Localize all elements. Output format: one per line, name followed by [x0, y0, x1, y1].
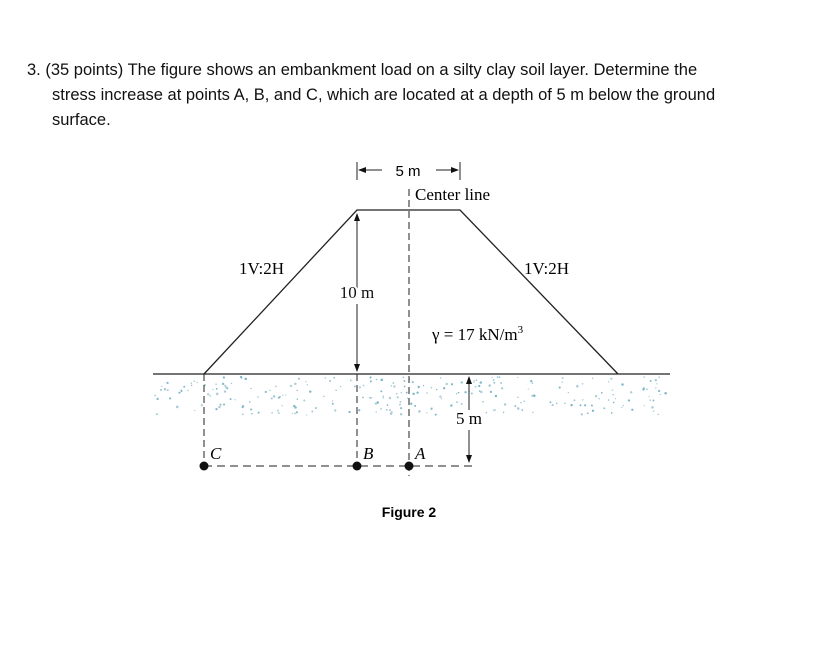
soil-speckle [296, 390, 298, 392]
soil-speckle [329, 380, 331, 382]
soil-speckle [350, 379, 352, 381]
soil-speckle [493, 409, 495, 411]
soil-speckle [323, 396, 324, 397]
soil-speckle [354, 386, 356, 388]
soil-speckle [581, 413, 583, 415]
soil-speckle [621, 407, 622, 408]
point-c-label: C [210, 444, 222, 463]
point-a [405, 462, 414, 471]
soil-speckle [400, 407, 402, 409]
soil-speckle [568, 392, 569, 393]
soil-speckle [598, 398, 600, 400]
soil-speckle [601, 392, 603, 394]
soil-speckle [224, 390, 226, 392]
soil-speckle [332, 403, 334, 405]
soil-speckle [456, 393, 457, 394]
point-b-label: B [363, 444, 374, 463]
soil-speckle [520, 402, 521, 403]
soil-speckle [556, 403, 557, 404]
soil-speckle [610, 378, 612, 380]
soil-speckle [278, 412, 280, 414]
soil-speckle [311, 410, 313, 412]
soil-speckle [393, 385, 395, 387]
soil-speckle [503, 412, 504, 413]
soil-speckle [278, 397, 280, 399]
soil-speckle [595, 395, 597, 397]
soil-speckle [240, 376, 242, 378]
soil-speckle [397, 396, 399, 398]
soil-speckle [559, 387, 561, 389]
soil-speckle [249, 401, 251, 403]
soil-speckle [480, 381, 482, 383]
soil-speckle [265, 391, 267, 393]
soil-speckle [406, 392, 408, 394]
soil-speckle [375, 402, 377, 404]
soil-speckle [386, 409, 388, 411]
soil-speckle [528, 389, 529, 390]
soil-speckle [275, 386, 277, 388]
soil-speckle [176, 406, 179, 409]
soil-speckle [191, 382, 192, 383]
soil-speckle [628, 399, 630, 401]
soil-speckle [631, 409, 633, 411]
soil-speckle [439, 395, 441, 397]
soil-speckle [187, 390, 189, 392]
soil-speckle [219, 403, 221, 405]
soil-speckle [582, 399, 583, 400]
soil-speckle [215, 383, 217, 385]
soil-speckle [257, 396, 259, 398]
soil-speckle [303, 400, 305, 402]
soil-speckle [659, 377, 660, 378]
soil-speckle [532, 382, 533, 383]
soil-speckle [404, 380, 406, 382]
soil-speckle [514, 405, 516, 407]
soil-speckle [523, 401, 525, 403]
soil-speckle [644, 405, 645, 406]
soil-speckle [404, 386, 406, 388]
soil-speckle [358, 409, 360, 411]
soil-speckle [359, 386, 361, 388]
soil-speckle [497, 376, 499, 378]
question-line-3: surface. [52, 111, 111, 129]
soil-speckle [475, 379, 477, 381]
soil-speckle [363, 385, 365, 387]
soil-speckle [332, 400, 333, 401]
soil-speckle [458, 392, 460, 394]
point-c [200, 462, 209, 471]
slope-right-label: 1V:2H [524, 259, 570, 278]
soil-speckle [375, 411, 376, 412]
soil-speckle [573, 399, 575, 401]
soil-speckle [475, 386, 477, 388]
soil-speckle [418, 410, 421, 413]
soil-speckle [309, 390, 311, 392]
soil-speckle [591, 405, 593, 407]
soil-speckle [621, 383, 624, 386]
soil-speckle [258, 412, 260, 414]
soil-speckle [183, 386, 185, 388]
question-line-1: 3. (35 points) The figure shows an embankment load on a silty clay soil layer. Determine the [27, 61, 698, 79]
soil-speckle [194, 410, 195, 411]
soil-speckle [414, 405, 416, 407]
soil-speckle [495, 395, 497, 397]
soil-speckle [325, 377, 326, 378]
soil-speckle [223, 403, 225, 405]
soil-speckle [501, 387, 503, 389]
soil-speckle [403, 377, 404, 378]
soil-speckle [169, 397, 171, 399]
soil-speckle [282, 395, 283, 396]
soil-speckle [416, 392, 418, 394]
soil-speckle [370, 376, 372, 378]
soil-speckle [307, 384, 308, 385]
soil-speckle [392, 382, 394, 384]
soil-speckle [315, 407, 317, 409]
soil-speckle [461, 381, 463, 383]
soil-speckle [340, 386, 342, 388]
soil-speckle [242, 414, 244, 416]
soil-speckle [630, 391, 632, 393]
soil-speckle [426, 412, 427, 413]
soil-speckle [612, 394, 614, 396]
soil-speckle [608, 381, 609, 382]
soil-speckle [222, 383, 224, 385]
soil-speckle [436, 389, 437, 390]
figure-caption: Figure 2 [381, 504, 437, 520]
soil-speckle [441, 398, 442, 399]
soil-speckle [277, 410, 279, 412]
soil-speckle [196, 382, 197, 383]
soil-speckle [494, 409, 496, 411]
soil-speckle [655, 379, 657, 381]
soil-speckle [651, 406, 654, 409]
soil-speckle [369, 397, 371, 399]
soil-speckle [218, 406, 220, 408]
point-a-label: A [415, 444, 426, 463]
soil-speckle [387, 404, 389, 406]
soil-speckle [592, 410, 594, 412]
soil-speckle [649, 399, 651, 401]
soil-speckle [615, 398, 616, 399]
top-width-label: 5 m [395, 163, 421, 180]
soil-speckle [399, 404, 401, 406]
soil-speckle [297, 399, 298, 400]
soil-speckle [517, 397, 518, 398]
soil-speckle [642, 388, 644, 390]
point-b [353, 462, 362, 471]
soil-speckle [552, 404, 554, 406]
soil-speckle [664, 392, 667, 395]
soil-speckle [294, 413, 296, 415]
soil-speckle [643, 376, 645, 378]
soil-speckle [443, 387, 445, 389]
soil-speckle [478, 385, 480, 387]
soil-speckle [290, 385, 292, 387]
soil-speckle [532, 412, 533, 413]
soil-speckle [380, 390, 382, 392]
soil-speckle [250, 388, 251, 389]
soil-speckle [531, 395, 533, 397]
soil-layer [154, 376, 667, 416]
soil-speckle [431, 387, 433, 389]
soil-speckle [451, 383, 453, 385]
embankment-outline [204, 210, 618, 374]
soil-speckle [561, 381, 562, 382]
soil-speckle [658, 390, 660, 392]
soil-speckle [156, 413, 158, 415]
soil-speckle [517, 377, 518, 378]
soil-speckle [161, 386, 162, 387]
soil-speckle [649, 396, 650, 397]
soil-speckle [570, 404, 572, 406]
soil-speckle [167, 389, 169, 391]
soil-speckle [608, 399, 609, 400]
soil-speckle [423, 385, 424, 386]
soil-speckle [646, 388, 648, 390]
soil-speckle [383, 397, 384, 398]
soil-speckle [281, 405, 282, 406]
soil-speckle [584, 404, 586, 406]
slope-left-label: 1V:2H [239, 259, 285, 278]
soil-speckle [613, 402, 615, 404]
soil-speckle [178, 392, 180, 394]
soil-speckle [380, 408, 382, 410]
soil-speckle [269, 390, 270, 391]
soil-speckle [156, 398, 158, 400]
soil-speckle [488, 384, 491, 387]
soil-speckle [653, 400, 655, 402]
soil-speckle [549, 401, 551, 403]
soil-speckle [298, 378, 300, 380]
soil-speckle [391, 385, 393, 387]
soil-speckle [370, 380, 372, 382]
soil-speckle [500, 382, 502, 384]
soil-speckle [383, 396, 384, 397]
soil-speckle [294, 383, 296, 385]
soil-speckle [207, 393, 209, 395]
soil-speckle [335, 390, 336, 391]
soil-speckle [410, 403, 412, 405]
soil-speckle [650, 380, 652, 382]
soil-speckle [464, 391, 466, 393]
soil-speckle [473, 382, 474, 383]
soil-speckle [231, 383, 233, 385]
soil-speckle [456, 401, 458, 403]
soil-speckle [657, 414, 659, 416]
soil-speckle [446, 383, 448, 385]
soil-speckle [517, 407, 520, 410]
soil-speckle [400, 401, 402, 403]
soil-speckle [530, 380, 532, 382]
soil-speckle [234, 399, 235, 400]
soil-speckle [576, 385, 579, 388]
soil-speckle [201, 404, 203, 406]
soil-speckle [612, 389, 614, 391]
soil-speckle [212, 389, 213, 390]
unit-weight-label: γ = 17 $kN/m^3$ [432, 324, 524, 344]
soil-speckle [396, 393, 398, 395]
soil-speckle [209, 395, 211, 397]
soil-speckle [656, 383, 657, 384]
soil-speckle [225, 386, 227, 388]
center-line-label: Center line [415, 185, 491, 204]
soil-speckle [348, 411, 350, 413]
soil-speckle [271, 397, 273, 399]
soil-speckle [273, 395, 276, 398]
soil-speckle [482, 401, 483, 402]
height-label: 10 m [339, 283, 375, 302]
soil-speckle [491, 377, 492, 378]
soil-speckle [412, 381, 414, 383]
soil-speckle [166, 382, 168, 384]
soil-speckle [587, 412, 589, 414]
soil-speckle [376, 379, 377, 380]
soil-speckle [334, 409, 336, 411]
soil-speckle [493, 379, 495, 381]
soil-speckle [435, 414, 437, 416]
depth-label: 5 m [456, 409, 482, 428]
soil-speckle [579, 404, 581, 406]
soil-speckle [216, 393, 219, 396]
soil-speckle [611, 412, 613, 414]
soil-speckle [285, 394, 286, 395]
soil-speckle [440, 377, 442, 379]
soil-speckle [407, 398, 408, 399]
soil-speckle [499, 376, 500, 377]
soil-speckle [389, 397, 391, 399]
soil-speckle [521, 409, 523, 411]
soil-speckle [305, 381, 306, 382]
soil-speckle [592, 378, 593, 379]
soil-speckle [389, 409, 391, 411]
soil-speckle [244, 378, 247, 381]
soil-speckle [660, 394, 661, 395]
soil-speckle [504, 403, 506, 405]
soil-speckle [242, 405, 244, 407]
soil-speckle [215, 408, 217, 410]
soil-speckle [250, 409, 252, 411]
soil-speckle [296, 411, 298, 413]
soil-speckle [401, 392, 402, 393]
soil-speckle [271, 412, 273, 414]
soil-speckle [251, 413, 253, 415]
soil-speckle [412, 393, 414, 395]
soil-speckle [603, 407, 605, 409]
soil-speckle [480, 391, 482, 393]
soil-speckle [294, 406, 296, 408]
soil-speckle [490, 391, 492, 393]
soil-speckle [180, 390, 182, 392]
soil-speckle [391, 411, 393, 413]
soil-speckle [306, 414, 307, 415]
soil-speckle [418, 386, 420, 388]
soil-speckle [216, 388, 218, 390]
soil-speckle [160, 389, 162, 391]
soil-speckle [623, 405, 624, 406]
soil-speckle [164, 389, 165, 390]
soil-speckle [223, 376, 225, 378]
soil-speckle [333, 377, 335, 379]
soil-speckle [493, 382, 495, 384]
soil-speckle [533, 394, 536, 397]
soil-speckle [461, 403, 463, 405]
question-line-2: stress increase at points A, B, and C, which are located at a depth of 5 m below the ground [52, 86, 716, 104]
soil-speckle [362, 397, 364, 399]
soil-speckle [582, 383, 584, 385]
soil-speckle [564, 403, 565, 404]
soil-speckle [230, 398, 232, 400]
soil-speckle [450, 404, 452, 406]
soil-speckle [380, 379, 383, 382]
soil-speckle [400, 413, 402, 415]
soil-speckle [191, 385, 192, 386]
soil-speckle [562, 377, 564, 379]
soil-speckle [471, 392, 473, 394]
soil-speckle [653, 410, 655, 412]
soil-speckle [292, 413, 293, 414]
soil-speckle [154, 395, 156, 397]
soil-speckle [473, 380, 474, 381]
soil-speckle [431, 408, 433, 410]
soil-speckle [426, 392, 427, 393]
soil-speckle [486, 412, 487, 413]
soil-speckle [194, 380, 195, 381]
soil-speckle [655, 387, 656, 388]
